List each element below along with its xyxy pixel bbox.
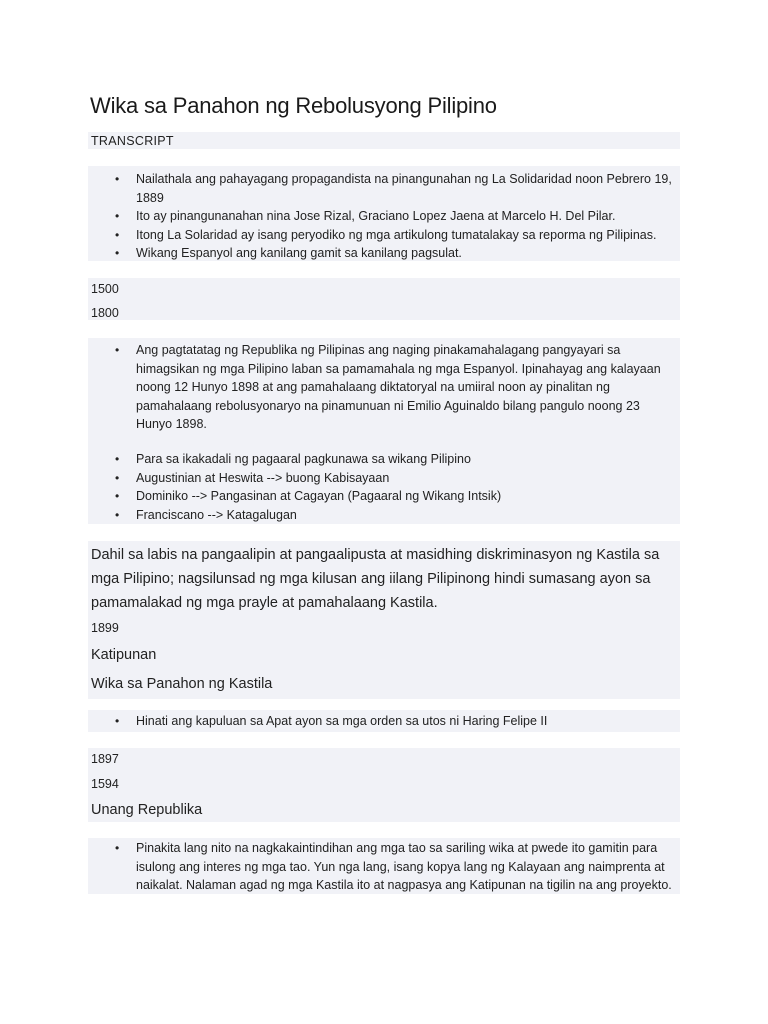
page-title: Wika sa Panahon ng Rebolusyong Pilipino [90, 93, 497, 118]
list-item: • Franciscano --> Katagalugan [88, 506, 680, 525]
section3-list [88, 712, 680, 731]
section2-list-b [88, 450, 680, 524]
transcript-label: TRANSCRIPT [91, 134, 174, 148]
list-item: • Wikang Espanyol ang kanilang gamit sa kanilang pagsulat. [88, 244, 680, 263]
year-label: 1500 [91, 282, 119, 296]
year-label: 1800 [91, 306, 119, 320]
list-item: • Itong La Solaridad ay isang peryodiko ng mga artikulong tumatalakay sa reporma ng Pilipinas. [88, 226, 680, 245]
section4-list [88, 839, 680, 895]
years1-band [88, 278, 680, 320]
list-item: • Para sa ikakadali ng pagaaral pagkunawa sa wikang Pilipino [88, 450, 680, 469]
section1-list [88, 170, 680, 263]
katipunan-heading: Katipunan [91, 647, 157, 663]
list-item: • Hinati ang kapuluan sa Apat ayon sa mga orden sa utos ni Haring Felipe II [88, 712, 680, 731]
list-item: • Ang pagtatatag ng Republika ng Pilipinas ang naging pinakamahalagang pangyayari sa himagsikan ng mga Pilipino laban sa pamamahala ng mga Espanyol. Ipinahayag ang kalayaan noong 12 Hunyo 1898 at ang pamahalaang diktatoryal na umiiral noon ay pinalitan ng pamahalaang rebolusyonaryo na pinamunuan ni Emilio Aguinaldo bilang pangulo noong 23 Hunyo 1898. [88, 341, 680, 434]
list-item: • Nailathala ang pahayagang propagandista na pinangunahan ng La Solidaridad noon Pebrero 19, 1889 [88, 170, 680, 207]
section2-list-a [88, 341, 680, 434]
intro-paragraph: Dahil sa labis na pangaalipin at pangaalipusta at masidhing diskriminasyon ng Kastila sa mga Pilipino; nagsilunsad ng mga kilusan ang iilang Pilipinong hindi sumasang ayon sa pamamalakad ng mga prayle at pamahalaang Kastila. [91, 547, 660, 611]
transcript-band [88, 132, 680, 149]
year-label: 1897 [91, 752, 119, 766]
year-label: 1594 [91, 777, 119, 791]
unang-republika-heading: Unang Republika [91, 802, 203, 818]
year-label: 1899 [91, 621, 119, 635]
list-item: • Augustinian at Heswita --> buong Kabisayaan [88, 469, 680, 488]
wika-kastila-heading: Wika sa Panahon ng Kastila [91, 676, 273, 692]
list-item: • Pinakita lang nito na nagkakaintindihan ang mga tao sa sariling wika at pwede ito gamitin para isulong ang interes ng mga tao. Yun nga lang, isang kopya lang ng Kalayaan ang naimprenta at naikalat. Nalaman agad ng mga Kastila ito at nagpasya ang Katipunan na tigilin na ang proyekto. [88, 839, 680, 895]
list-item: • Dominiko --> Pangasinan at Cagayan (Pagaaral ng Wikang Intsik) [88, 487, 680, 506]
list-item: • Ito ay pinangunanahan nina Jose Rizal, Graciano Lopez Jaena at Marcelo H. Del Pilar. [88, 207, 680, 226]
